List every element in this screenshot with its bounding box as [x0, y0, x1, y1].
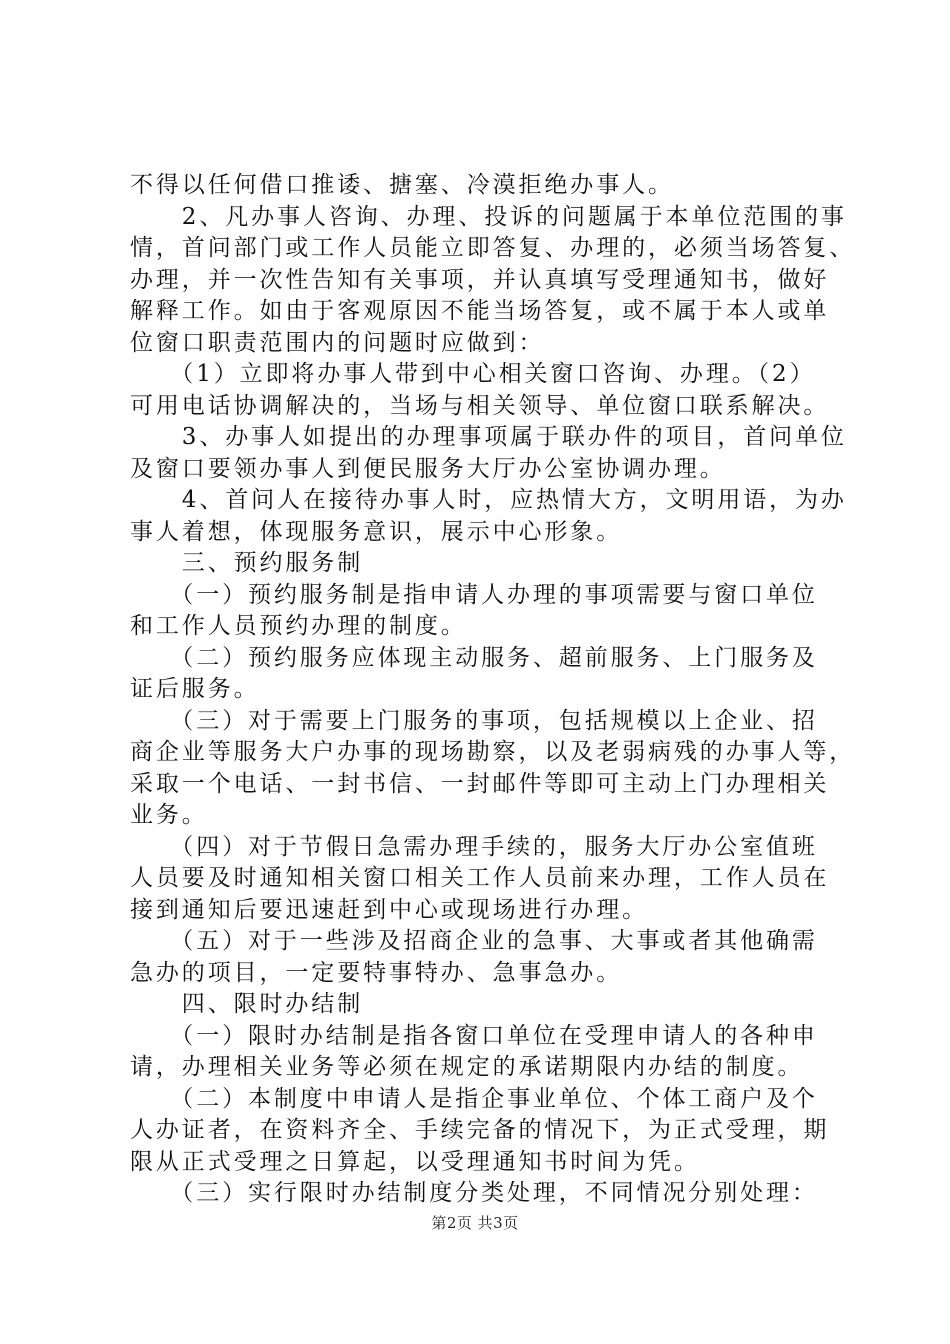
text-line: 可用电话协调解决的，当场与相关领导、单位窗口联系解决。 — [130, 392, 830, 419]
text-line: （三）对于需要上门服务的事项，包括规模以上企业、招 — [130, 707, 818, 734]
text-line: 办理，并一次性告知有关事项，并认真填写受理通知书，做好 — [130, 266, 830, 293]
text-line: 人员要及时通知相关窗口相关工作人员前来办理，工作人员在 — [130, 865, 830, 891]
text-line: 情，首问部门或工作人员能立即答复、办理的，必须当场答复、 — [130, 235, 856, 261]
text-line: 请，办理相关业务等必须在规定的承诺期限内办结的制度。 — [130, 1054, 804, 1080]
text-line: （二）预约服务应体现主动服务、超前服务、上门服务及 — [130, 644, 818, 671]
text-line: 证后服务。 — [130, 676, 260, 702]
section-heading: 三、预约服务制 — [130, 550, 364, 576]
text-line: 人办证者，在资料齐全、手续完备的情况下，为正式受理，期 — [130, 1117, 830, 1143]
text-line: 4、首问人在接待办事人时，应热情大方，文明用语，为办 — [130, 487, 847, 513]
text-line: 解释工作。如由于客观原因不能当场答复，或不属于本人或单 — [130, 298, 830, 324]
text-line: 及窗口要领办事人到便民服务大厅办公室协调办理。 — [130, 455, 726, 482]
text-line: 位窗口职责范围内的问题时应做到： — [130, 329, 545, 356]
text-line: 2、凡办事人咨询、办理、投诉的问题属于本单位范围的事 — [130, 203, 847, 230]
text-line: 和工作人员预约办理的制度。 — [130, 613, 467, 639]
section-heading: 四、限时办结制 — [130, 991, 364, 1017]
text-line: 不得以任何借口推诿、搪塞、冷漠拒绝办事人。 — [130, 172, 674, 198]
text-line: （二）本制度中申请人是指企事业单位、个体工商户及个 — [130, 1085, 818, 1112]
text-line: （四）对于节假日急需办理手续的，服务大厅办公室值班 — [130, 833, 818, 860]
document-body — [130, 170, 856, 1210]
text-line: （一）预约服务制是指申请人办理的事项需要与窗口单位 — [130, 581, 818, 608]
text-line: （一）限时办结制是指各窗口单位在受理申请人的各种申 — [130, 1022, 818, 1049]
text-line: 急办的项目，一定要特事特办、急事急办。 — [130, 959, 623, 986]
text-line: 采取一个电话、一封书信、一封邮件等即可主动上门办理相关 — [130, 770, 830, 797]
text-line: 业务。 — [130, 802, 208, 828]
text-line: 接到通知后要迅速赶到中心或现场进行办理。 — [130, 896, 648, 923]
text-line: 商企业等服务大户办事的现场勘察，以及老弱病残的办事人等， — [130, 739, 856, 765]
page-number-footer: 第2页 共3页 — [431, 1214, 519, 1232]
text-line: 3、办事人如提出的办理事项属于联办件的项目，首问单位 — [130, 424, 847, 450]
text-line: （五）对于一些涉及招商企业的急事、大事或者其他确需 — [130, 928, 818, 954]
text-line: 事人着想，体现服务意识，展示中心形象。 — [130, 518, 623, 545]
text-line: 限从正式受理之日算起，以受理通知书时间为凭。 — [130, 1148, 700, 1175]
text-line: （三）实行限时办结制度分类处理，不同情况分别处理： — [130, 1180, 818, 1206]
text-line: （1）立即将办事人带到中心相关窗口咨询、办理。（2） — [130, 361, 816, 387]
